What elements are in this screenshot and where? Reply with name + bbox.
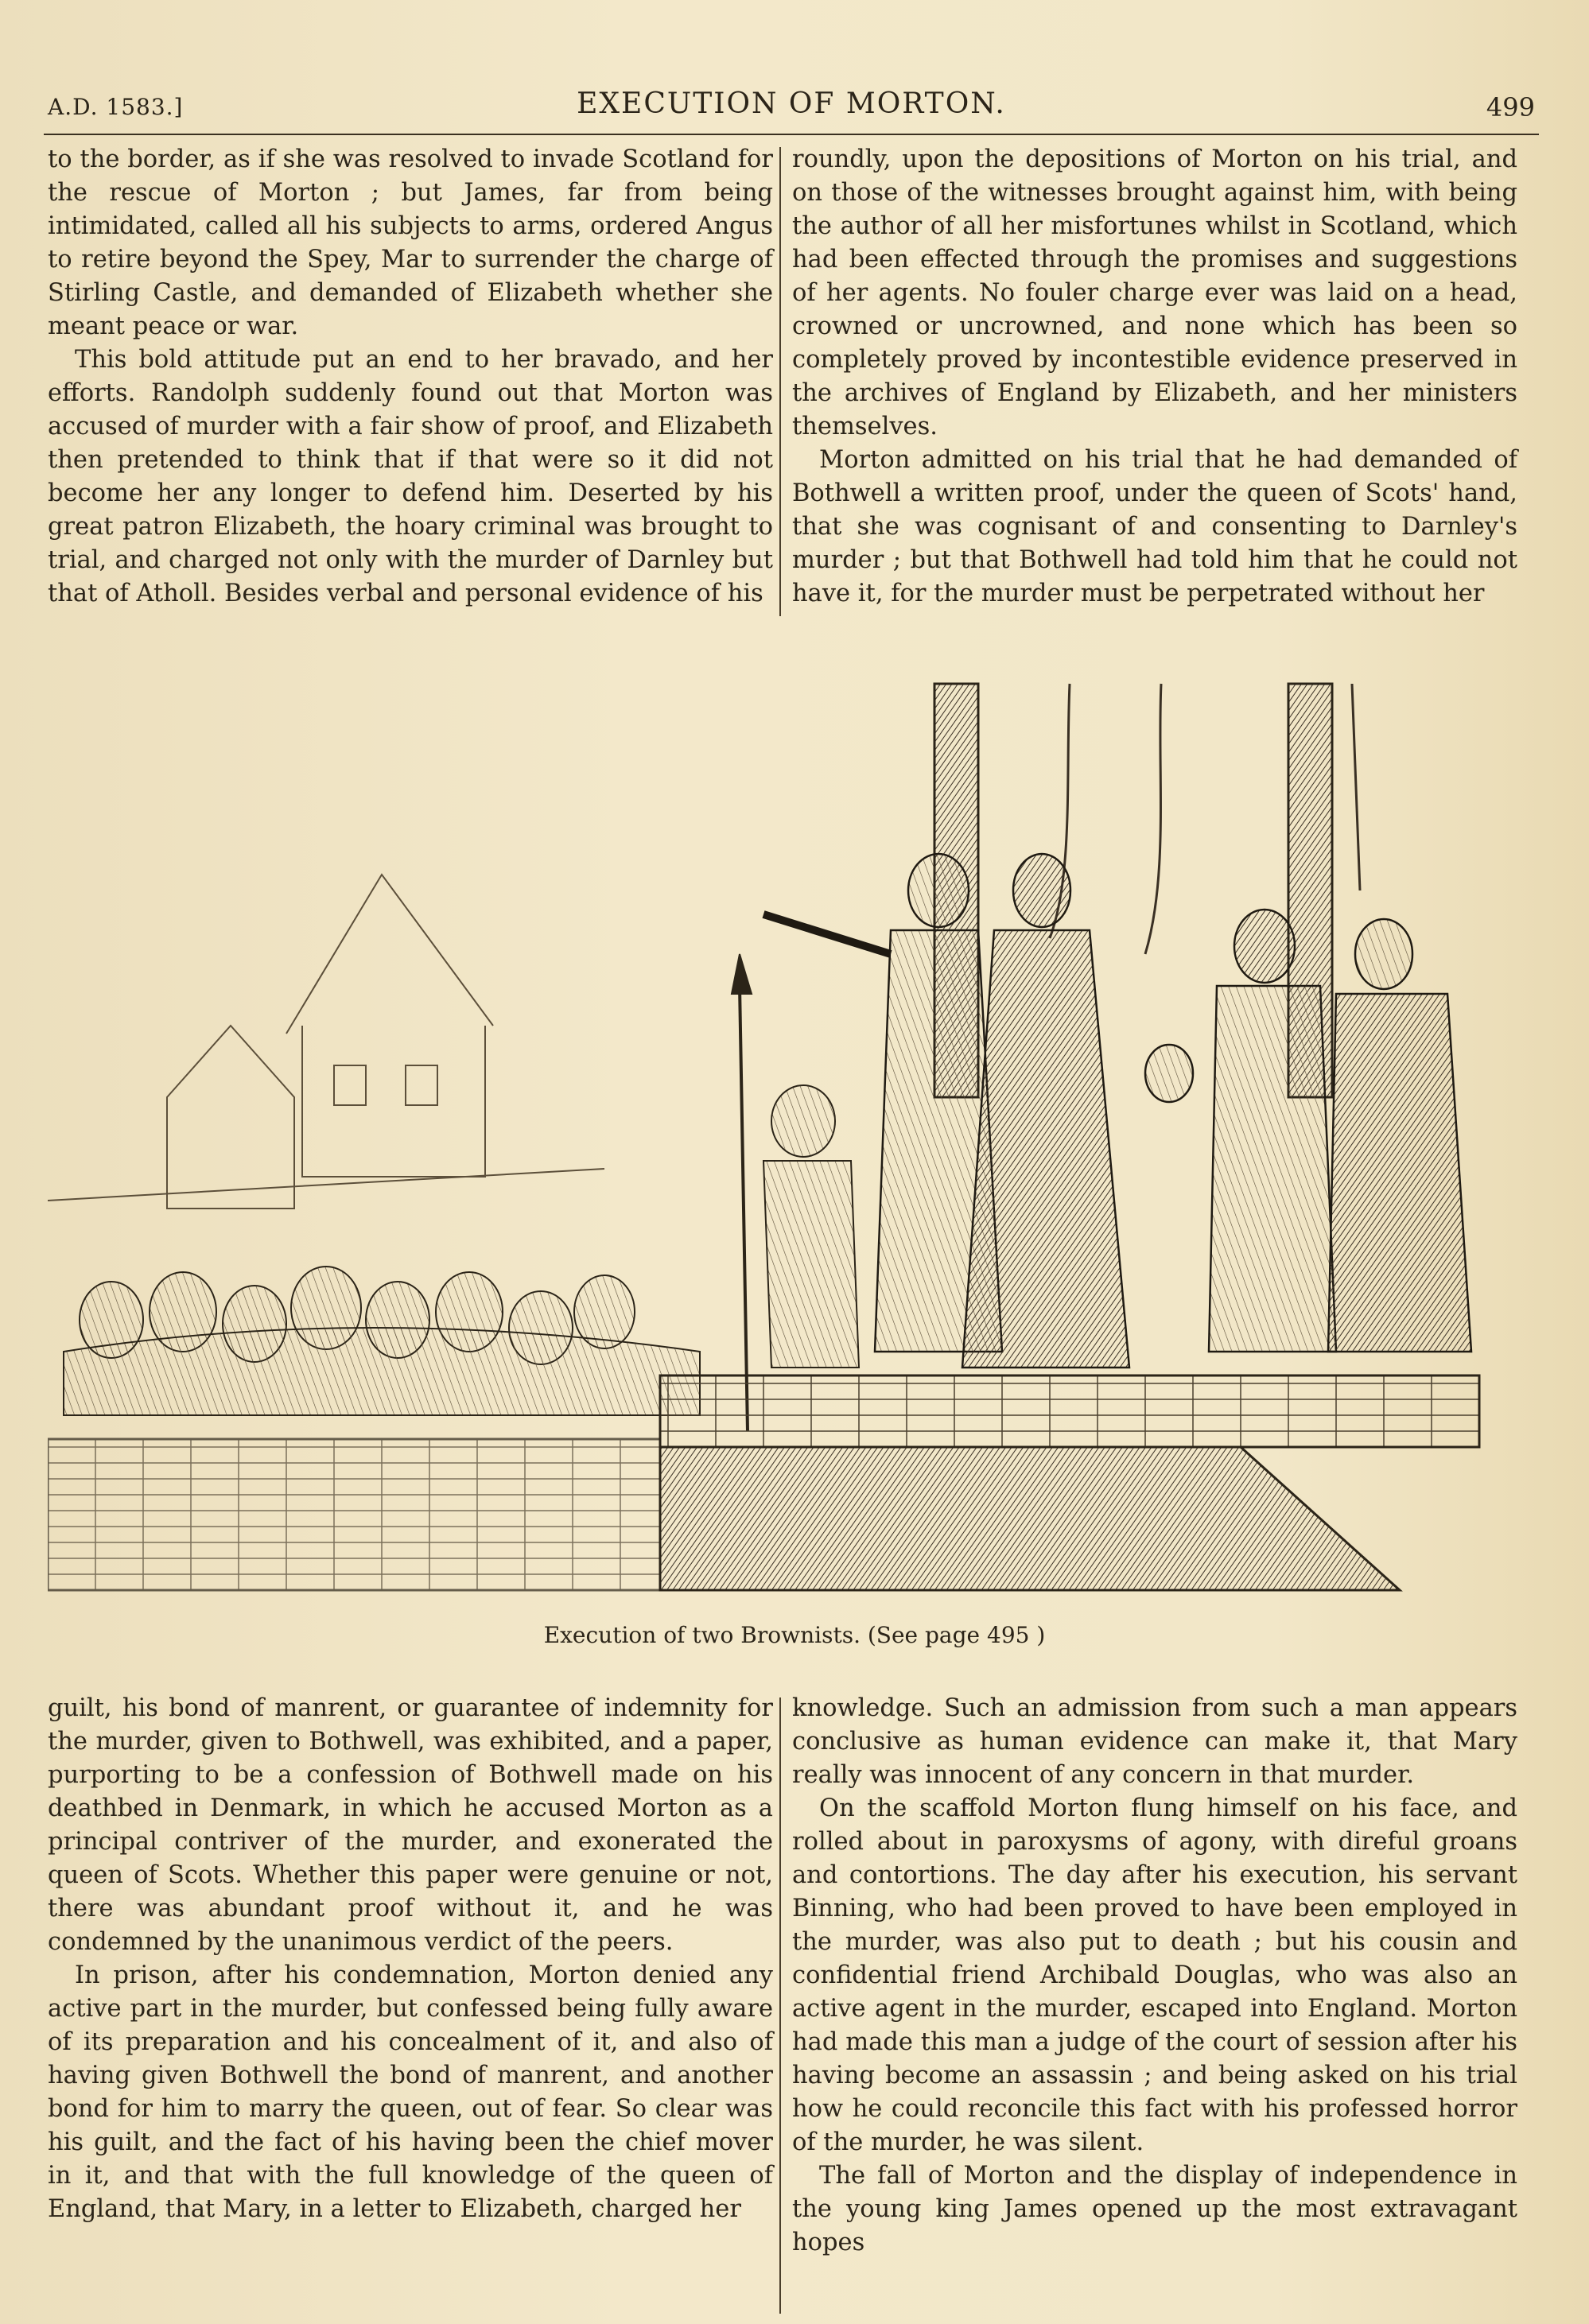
column-divider [779, 1697, 781, 2314]
paragraph: roundly, upon the depositions of Morton on his trial, and on those of the witnesses brought against him, with being the author of all her misfortunes whilst in Scotland, which had been effected through the promises and suggestions of her agents. No fouler charge ever was laid on a head, crowned or uncrowned, and none which has been so completely proved by incontestible evidence preserved in the archives of England by Elizabeth, and her ministers themselves. [792, 145, 1517, 440]
column-top-right [792, 143, 1517, 611]
illustration-caption: Execution of two Brownists. (See page 495 ) [543, 1622, 1046, 1648]
paragraph: guilt, his bond of manrent, or guarantee of indemnity for the murder, given to Bothwell, was exhibited, and a paper, purporting to be a confession of Bothwell made on his deathbed in Denmark, in which he accused Morton as a principal contriver of the murder, and exonerated the queen of Scots. Whether this paper were genuine or not, there was abundant proof without it, and he was condemned by the unanimous verdict of the peers. [48, 1694, 773, 1956]
paragraph: On the scaffold Morton flung himself on his face, and rolled about in paroxysms of agony, with direful groans and contortions. The day after his execution, his servant Binning, who had been proved to have been employed in the murder, was also put to death ; but his cousin and confidential friend Archibald Douglas, who was also an active agent in the murder, escaped into England. Morton had made this man a judge of the court of session after his having become an assassin ; and being asked on his trial how he could reconcile this fact with his professed horror of the murder, he was silent. [792, 1794, 1517, 2156]
background-house [48, 875, 604, 1209]
paragraph: knowledge. Such an admission from such a man appears conclusive as human evidence can make it, that Mary really was innocent of any concern in that murder. [792, 1694, 1517, 1789]
paragraph: The fall of Morton and the display of independence in the young king James opened up the most extravagant hopes [792, 2162, 1517, 2256]
header-title: EXECUTION OF MORTON. [577, 87, 1006, 120]
running-header [48, 87, 1535, 127]
paragraph: to the border, as if she was resolved to invade Scotland for the rescue of Morton ; but James, far from being intimidated, called all his subjects to arms, ordered Angus to retire beyond the Spey, Mar to surrender the charge of Stirling Castle, and demanded of Elizabeth whether she meant peace or war. [48, 145, 773, 340]
paragraph: Morton admitted on his trial that he had demanded of Bothwell a written proof, under the queen of Scots' hand, that she was cognisant of and consenting to Darnley's murder ; but that Bothwell had told him that he could not have it, for the murder must be perpetrated without her [792, 446, 1517, 607]
halberdier [732, 954, 859, 1431]
paragraph: In prison, after his condemnation, Morton denied any active part in the murder, but confessed being fully aware of its preparation and his concealment of it, and also of having given Bothwell the bond of manrent, and another bond for him to marry the queen, out of fear. So clear was his guilt, and the fact of his having been the chief mover in it, and that with the full knowledge of the queen of England, that Mary, in a letter to Elizabeth, charged her [48, 1961, 773, 2223]
engraving-illustration [48, 652, 1543, 1606]
column-top-left [48, 143, 773, 611]
crowd [64, 1267, 700, 1415]
header-rule [44, 134, 1539, 135]
column-bottom-right [792, 1692, 1517, 2260]
column-divider [779, 147, 781, 616]
column-bottom-left [48, 1692, 773, 2226]
header-date: A.D. 1583.] [48, 94, 184, 120]
page-number: 499 [1486, 92, 1535, 122]
figures-on-scaffold [763, 854, 1471, 1368]
paragraph: This bold attitude put an end to her bravado, and her efforts. Randolph suddenly found out that Morton was accused of murder with a fair show of proof, and Elizabeth then pretended to think that if that were so it did not become her any longer to defend him. Deserted by his great patron Elizabeth, the hoary criminal was brought to trial, and charged not only with the murder of Darnley but that of Atholl. Besides verbal and personal evidence of his [48, 346, 773, 607]
